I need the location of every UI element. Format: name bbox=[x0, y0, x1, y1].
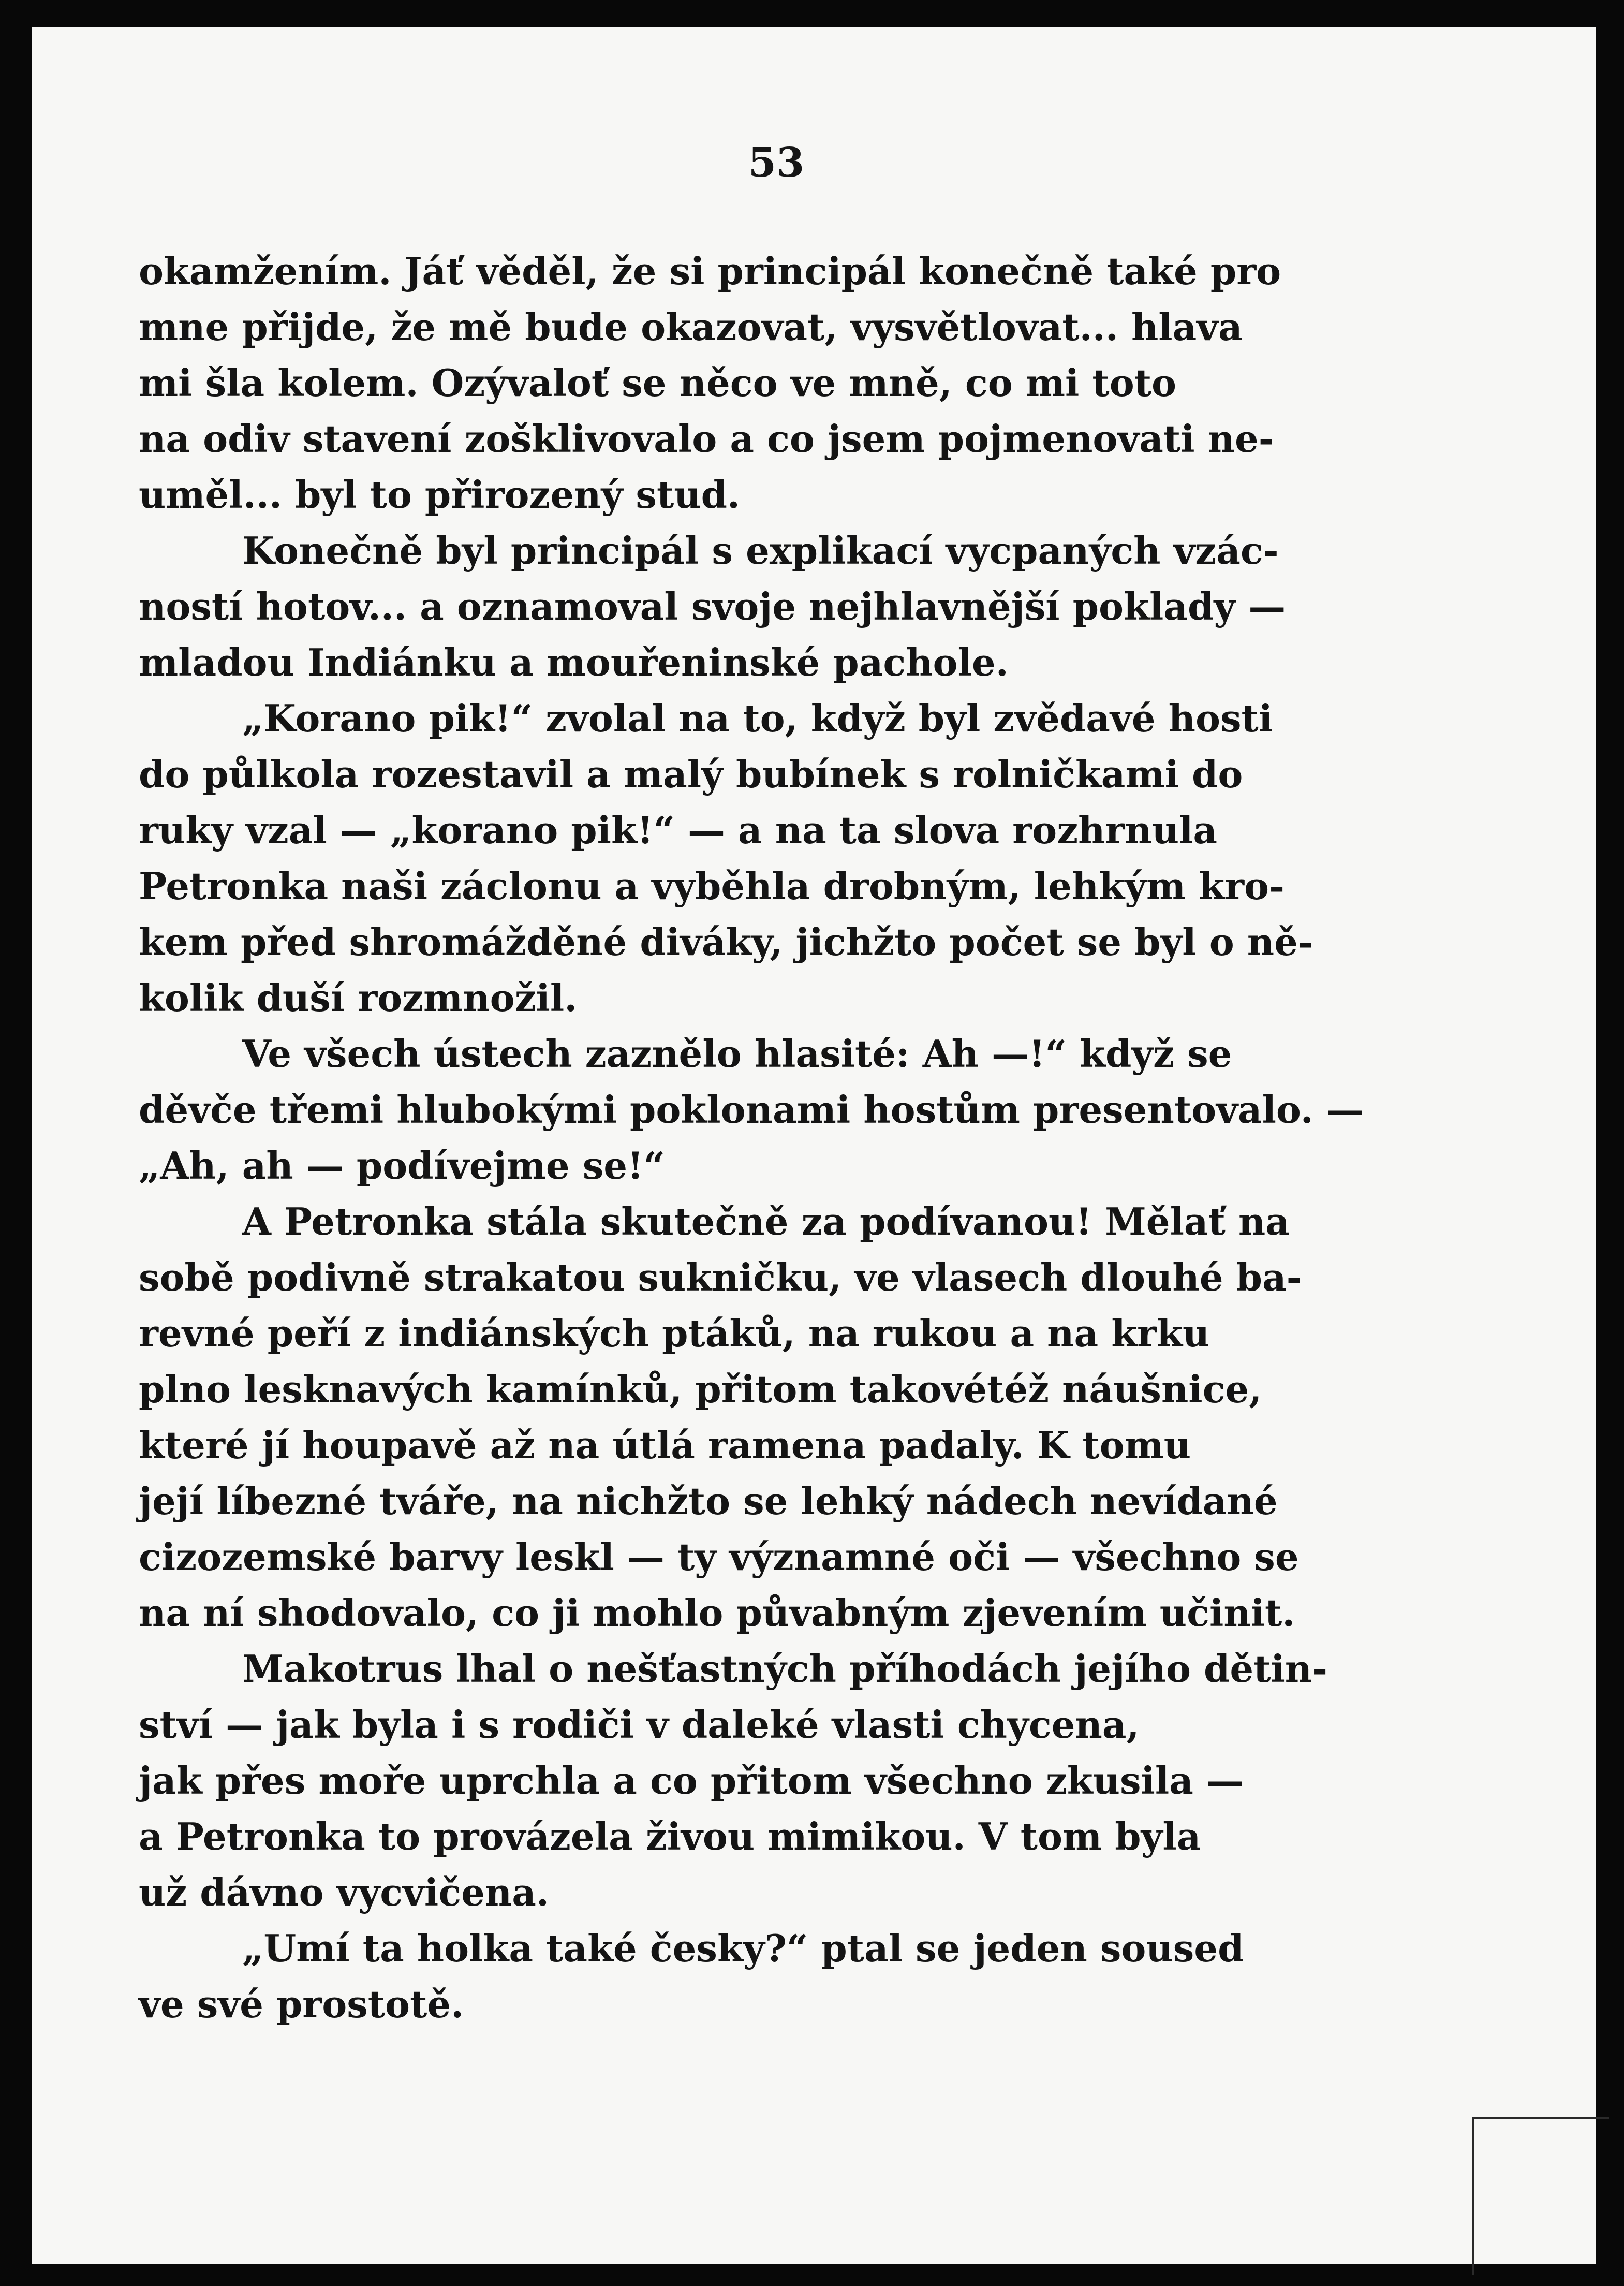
paragraph bbox=[139, 691, 1391, 1026]
page-number: 53 bbox=[748, 139, 805, 186]
text-line: do půlkola rozestavil a malý bubínek s rolničkami do bbox=[139, 752, 1243, 796]
text-line: a Petronka to provázela živou mimikou. V tom byla bbox=[139, 1814, 1201, 1858]
paragraph bbox=[139, 1641, 1391, 1921]
text-line: plno lesknavých kamínků, přitom takovétéž náušnice, bbox=[139, 1367, 1262, 1411]
text-line: mi šla kolem. Ozývaloť se něco ve mně, co mi toto bbox=[139, 361, 1176, 405]
paragraph bbox=[139, 523, 1391, 691]
paragraph bbox=[139, 1921, 1391, 2032]
body-text bbox=[139, 243, 1391, 2032]
paragraph bbox=[139, 243, 1391, 523]
text-line: děvče třemi hlubokými poklonami hostům presentovalo. — bbox=[139, 1088, 1364, 1132]
text-line: kolik duší rozmnožil. bbox=[139, 976, 578, 1020]
paragraph bbox=[139, 1194, 1391, 1641]
text-line: sobě podivně strakatou sukničku, ve vlasech dlouhé ba- bbox=[139, 1255, 1302, 1299]
text-line: Makotrus lhal o nešťastných příhodách jejího dětin- bbox=[242, 1647, 1328, 1691]
text-line: cizozemské barvy leskl — ty významné oči — všechno se bbox=[139, 1535, 1299, 1579]
text-line: na ní shodovalo, co ji mohlo půvabným zjevením učinit. bbox=[139, 1591, 1295, 1635]
text-line: okamžením. Jáť věděl, že si principál konečně také pro bbox=[139, 249, 1281, 293]
text-line: A Petronka stála skutečně za podívanou! Mělať na bbox=[242, 1199, 1290, 1243]
text-line: „Korano pik!“ zvolal na to, když byl zvědavé hosti bbox=[242, 696, 1273, 740]
text-line: „Ah, ah — podívejme se!“ bbox=[139, 1144, 666, 1188]
text-line: její líbezné tváře, na nichžto se lehký nádech nevídané bbox=[139, 1479, 1278, 1523]
text-line: jak přes moře uprchla a co přitom všechno zkusila — bbox=[139, 1759, 1244, 1803]
text-line: Konečně byl principál s explikací vycpaných vzác- bbox=[242, 529, 1279, 573]
paragraph bbox=[139, 1026, 1391, 1194]
text-line: kem před shromážděné diváky, jichžto počet se byl o ně- bbox=[139, 920, 1313, 964]
text-line: Ve všech ústech zaznělo hlasité: Ah —!“ když se bbox=[242, 1032, 1232, 1076]
text-line: ství — jak byla i s rodiči v daleké vlasti chycena, bbox=[139, 1703, 1140, 1747]
text-line: uměl... byl to přirozený stud. bbox=[139, 473, 740, 517]
text-line: na odiv stavení zošklivovalo a co jsem pojmenovati ne- bbox=[139, 417, 1274, 461]
scan-corner-mark bbox=[1472, 2117, 1609, 2275]
text-line: ruky vzal — „korano pik!“ — a na ta slova rozhrnula bbox=[139, 808, 1218, 852]
text-line: ve své prostotě. bbox=[139, 1982, 464, 2026]
text-line: ností hotov... a oznamoval svoje nejhlavnější poklady — bbox=[139, 584, 1286, 628]
text-line: mne přijde, že mě bude okazovat, vysvětlovat... hlava bbox=[139, 305, 1243, 349]
text-line: které jí houpavě až na útlá ramena padaly. K tomu bbox=[139, 1423, 1191, 1467]
text-line: „Umí ta holka také česky?“ ptal se jeden soused bbox=[242, 1926, 1244, 1970]
text-line: Petronka naši záclonu a vyběhla drobným, lehkým kro- bbox=[139, 864, 1285, 908]
text-line: už dávno vycvičena. bbox=[139, 1870, 549, 1914]
text-line: revné peří z indiánských ptáků, na rukou a na krku bbox=[139, 1311, 1210, 1355]
text-line: mladou Indiánku a mouřeninské pachole. bbox=[139, 640, 1009, 684]
